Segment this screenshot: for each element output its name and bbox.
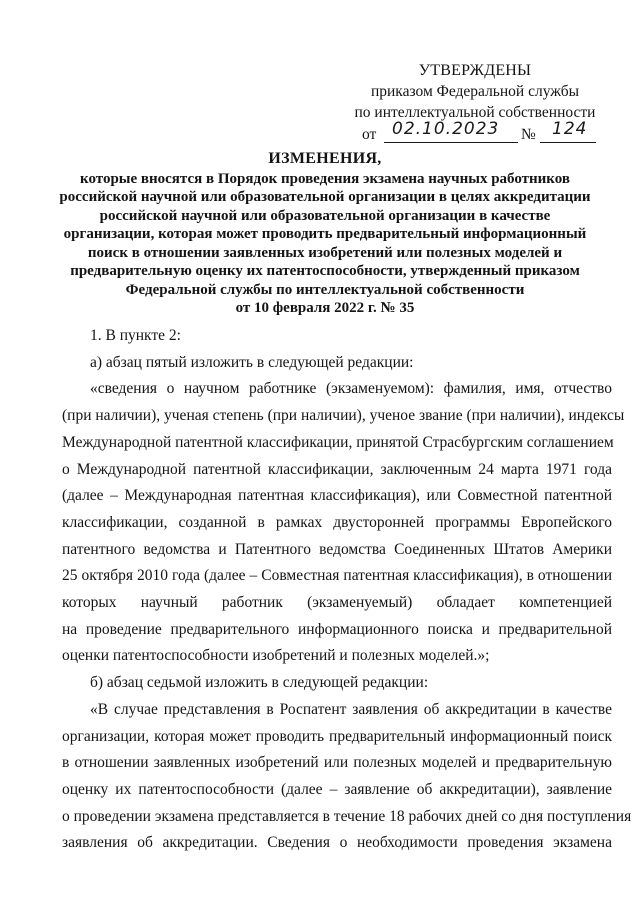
heading-line: от 10 февраля 2022 г. № 35 [235, 300, 415, 316]
heading-line: российской научной или образовательной организации в качестве [99, 207, 551, 224]
approval-title: УТВЕРЖДЕНЫ [418, 62, 532, 79]
date-prefix: от [362, 126, 377, 143]
text-line: оценки патентоспособности изобретений и полезных моделей.»; [62, 647, 490, 665]
heading-line: предварительную оценку их патентоспособности, утвержденный приказом [70, 263, 580, 279]
document-body [62, 323, 632, 857]
paragraph-quoted-a [62, 376, 625, 670]
paragraph-item-1: 1. В пункте 2: [90, 327, 181, 344]
text-line: организации, которая может проводить предварительный информационный поиск [62, 727, 612, 745]
text-line: о проведении экзамена представляется в течение 18 рабочих дней со дня поступления [62, 807, 632, 825]
text-line: заявления об аккредитации. Сведения о необходимости проведения экзамена [62, 834, 612, 852]
heading-main: ИЗМЕНЕНИЯ, [268, 150, 382, 167]
heading-line: которые вносятся в Порядок проведения экзамена научных работников [80, 170, 570, 187]
heading-line: поиск в отношении заявленных изобретений или полезных моделей и [87, 244, 563, 261]
text-line: 25 октября 2010 года (далее – Совместная патентная классификация), в отношении [62, 567, 612, 585]
approval-block [340, 60, 610, 148]
text-line: Международной патентной классификации, принятой Страсбургским соглашением [62, 433, 614, 451]
paragraph-subitem-a: а) абзац пятый изложить в следующей редакции: [90, 353, 414, 371]
text-line: «сведения о научном работнике (экзаменуемом): фамилия, имя, отчество [90, 380, 612, 398]
paragraph-quoted-b [62, 697, 632, 857]
approval-line-2: по интеллектуальной собственности [354, 104, 596, 121]
document-heading [40, 150, 610, 318]
text-line: в отношении заявленных изобретений или полезных моделей и предварительную [62, 754, 612, 772]
text-line: оценку их патентоспособности (далее – заявление об аккредитации), заявление [62, 780, 612, 798]
text-line: которых научный работник (экзаменуемый) обладает компетенцией [62, 594, 612, 612]
date-underline [384, 142, 518, 143]
heading-line: российской научной или образовательной организации в целях аккредитации [59, 189, 591, 205]
paragraph-subitem-b: б) абзац седьмой изложить в следующей редакции: [90, 674, 429, 692]
approval-line-1: приказом Федеральной службы [370, 83, 580, 100]
text-line: о Международной патентной классификации, заключенным 24 марта 1971 года [62, 460, 612, 478]
number-underline [540, 142, 596, 143]
text-line: классификации, созданной в рамках двусторонней программы Европейского [62, 513, 612, 531]
text-line: на проведение предварительного информационного поиска и предварительной [62, 620, 612, 638]
handwritten-number: 124 [552, 119, 588, 139]
text-line: (при наличии), ученая степень (при наличии), ученое звание (при наличии), индексы [62, 407, 625, 425]
text-line: «В случае представления в Роспатент заявления об аккредитации в качестве [90, 700, 612, 718]
handwritten-date: 02.10.2023 [392, 119, 500, 139]
text-line: (далее – Международная патентная классификация), или Совместной патентной [62, 487, 612, 505]
number-prefix: № [521, 126, 536, 143]
heading-line: Федеральной службы по интеллектуальной собственности [125, 281, 525, 298]
text-line: патентного ведомства и Патентного ведомства Соединенных Штатов Америки [62, 540, 612, 558]
heading-line: организации, которая может проводить предварительный информационный [63, 226, 587, 242]
order-date-number-line [340, 119, 610, 148]
